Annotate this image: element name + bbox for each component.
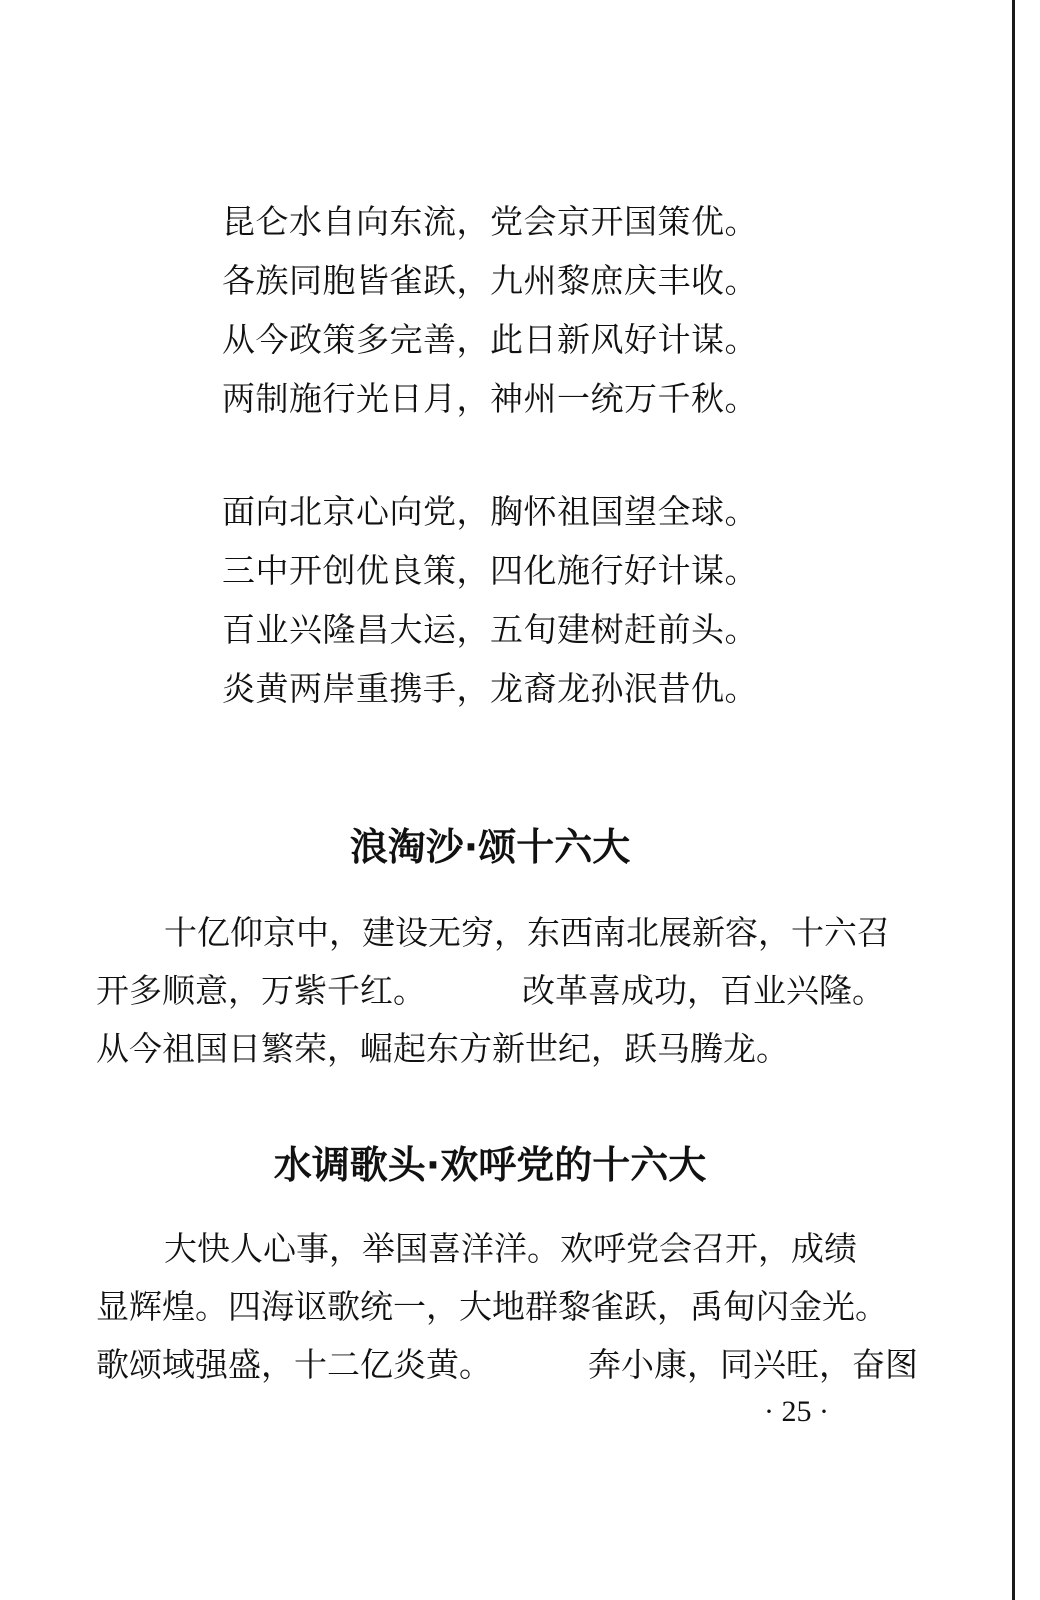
poem-line: 三中开创优良策，四化施行好计谋。 xyxy=(222,551,758,590)
section-body-shuidiaogetou xyxy=(96,1220,918,1394)
body-line: 大快人心事，举国喜洋洋。欢呼党会召开，成绩 xyxy=(164,1229,857,1268)
section-title-shuidiaogetou: 水调歌头·欢呼党的十六大 xyxy=(273,1143,707,1187)
section-title-langtaosha: 浪淘沙·颂十六大 xyxy=(349,825,631,869)
body-phrase: 改革喜成功，百业兴隆。 xyxy=(522,971,885,1010)
body-line: 从今祖国日繁荣，崛起东方新世纪，跃马腾龙。 xyxy=(96,1029,789,1068)
page-number: · 25 · xyxy=(764,1395,829,1428)
body-phrase: 奔小康，同兴旺，奋图 xyxy=(588,1345,918,1384)
poem-line: 百业兴隆昌大运，五旬建树赶前头。 xyxy=(222,610,758,649)
body-phrase: 开多顺意，万紫千红。 xyxy=(96,971,426,1010)
poem-line: 昆仑水自向东流，党会京开国策优。 xyxy=(222,202,758,241)
body-phrase: 歌颂域强盛，十二亿炎黄。 xyxy=(96,1345,492,1384)
poem-stanza-1 xyxy=(222,192,782,428)
poem-stanza-2 xyxy=(222,482,782,718)
body-line xyxy=(96,962,906,1020)
body-line: 十亿仰京中，建设无穷，东西南北展新容，十六召 xyxy=(164,913,890,952)
poem-line: 各族同胞皆雀跃，九州黎庶庆丰收。 xyxy=(222,261,758,300)
section-body-langtaosha xyxy=(96,904,906,1078)
page-edge-line xyxy=(1012,0,1015,1600)
poem-line: 从今政策多完善，此日新风好计谋。 xyxy=(222,320,758,359)
poem-line: 面向北京心向党，胸怀祖国望全球。 xyxy=(222,492,758,531)
body-line: 显辉煌。四海讴歌统一，大地群黎雀跃，禹甸闪金光。 xyxy=(96,1287,888,1326)
body-line xyxy=(96,1336,918,1394)
poem-line: 炎黄两岸重携手，龙裔龙孙泯昔仇。 xyxy=(222,669,758,708)
poem-line: 两制施行光日月，神州一统万千秋。 xyxy=(222,379,758,418)
